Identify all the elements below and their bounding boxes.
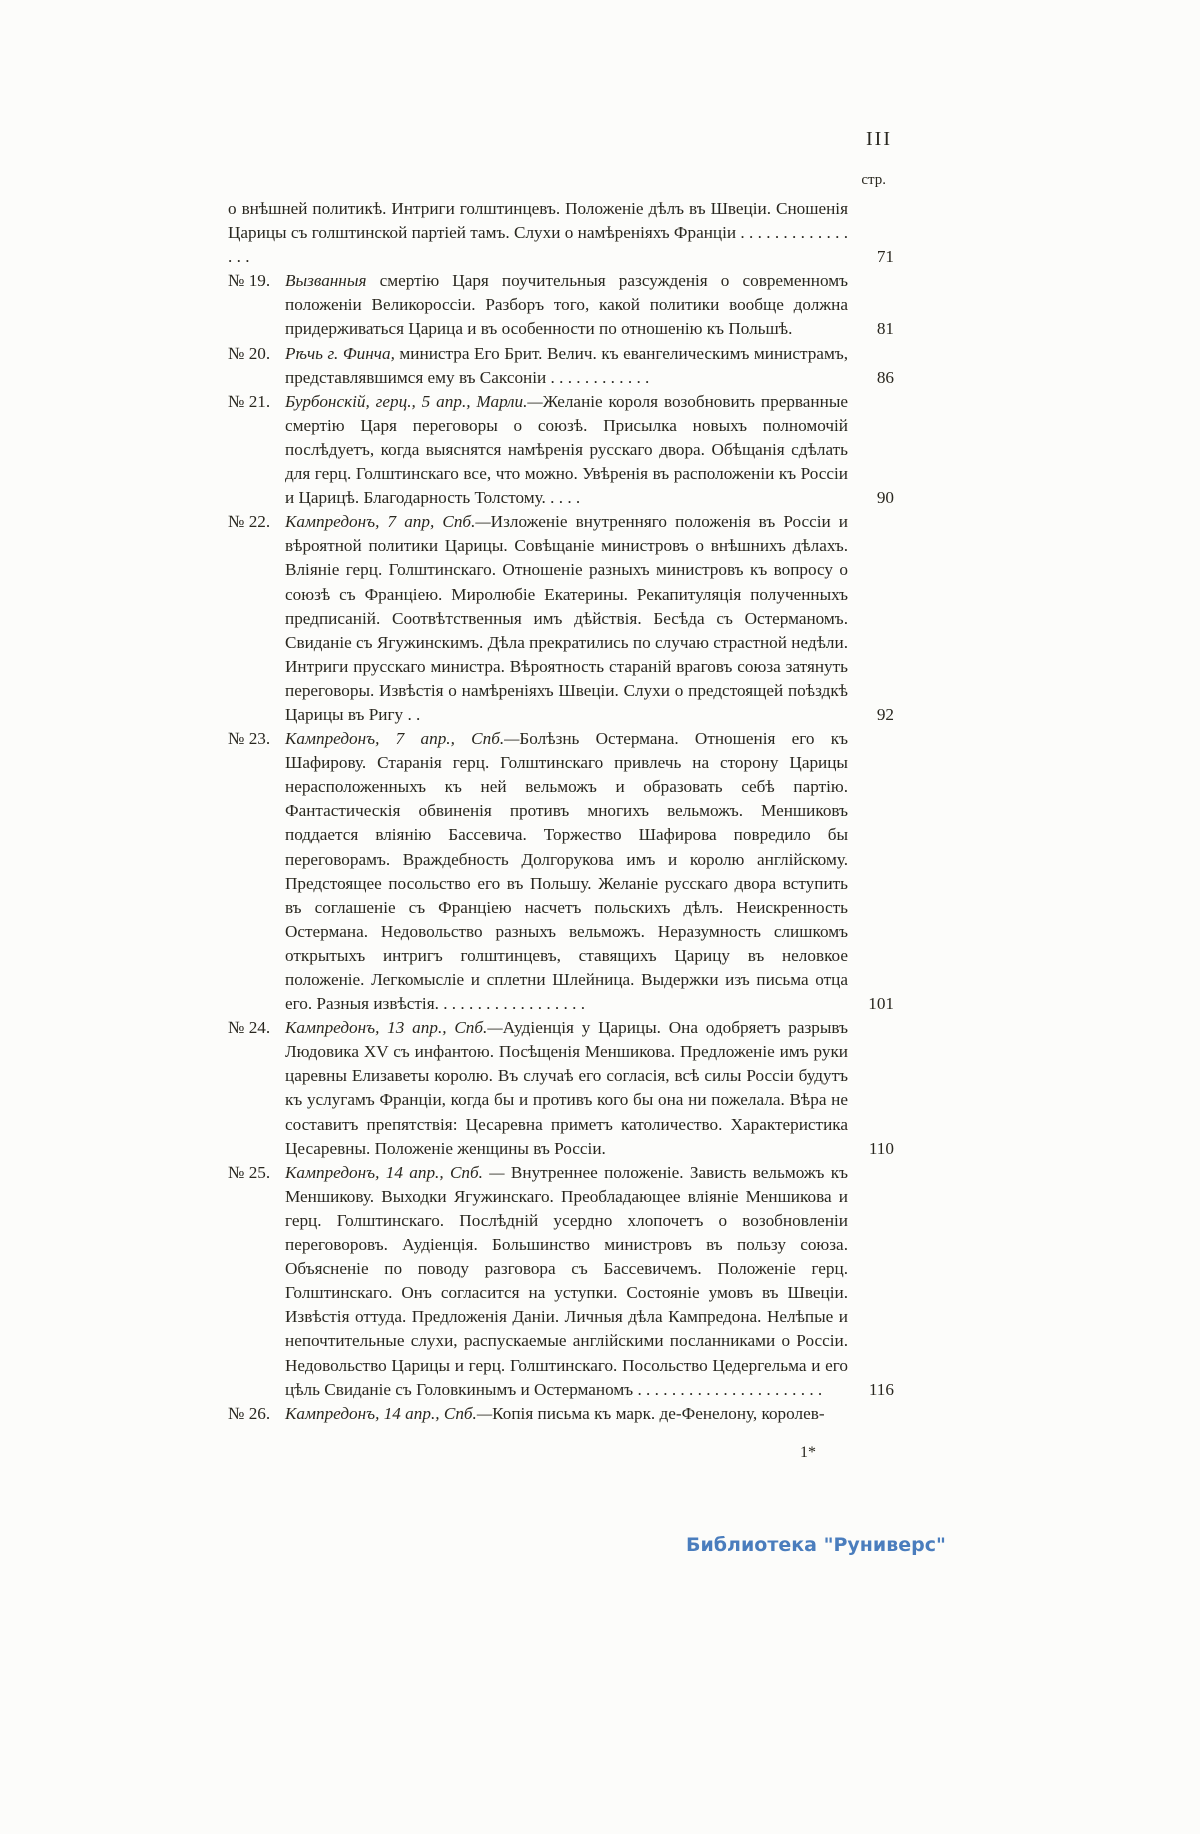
entry-text bbox=[285, 1402, 848, 1426]
entry-title-italic: Рѣчь г. Финча, bbox=[285, 343, 395, 363]
entry-description: смертію Царя поучительныя разсужденія о современномъ положеніи Великороссіи. Разборъ того, какой политики вообще должна придерживаться Царица и въ особенности по отношенію къ Польшѣ. bbox=[285, 271, 848, 339]
entry-number: № 23. bbox=[228, 729, 271, 749]
entry-text bbox=[285, 269, 848, 341]
entry-number: № 25. bbox=[228, 1162, 271, 1182]
entry-title-italic: Кампредонъ, 7 апр, Спб.— bbox=[285, 512, 491, 532]
entry-number: № 20. bbox=[228, 343, 271, 363]
table-of-contents bbox=[228, 197, 894, 1426]
entry-text bbox=[285, 1161, 848, 1402]
entry-text bbox=[285, 727, 848, 1016]
toc-entry bbox=[228, 1161, 894, 1402]
toc-entry bbox=[228, 727, 894, 1016]
entry-description: о внѣшней политикѣ. Интриги голштинцевъ. Положеніе дѣлъ въ Швеціи. Сношенія Царицы съ голштинской партіей тамъ. Слухи о намѣреніяхъ Франціи . . . . . . . . . . . . . . . . bbox=[228, 199, 848, 267]
entry-page-number: 71 bbox=[876, 247, 894, 267]
entry-description: Внутреннее положеніе. Зависть вельможъ къ Меншикову. Выходки Ягужинскаго. Преобладающее вліяніе Меншикова и герц. Голштинскаго. Послѣдній усердно хлопочетъ о возобновленіи переговоровъ. Аудіенція. Большинство министровъ въ пользу союза. Объясненіе по поводу разговора съ Бассевичемъ. Положеніе герц. Голштинскаго. Онъ согласится на уступки. Состояніе умовъ въ Швеціи. Извѣстія оттуда. Предложенія Даніи. Личныя дѣла Кампредона. Нелѣпые и непочтительные слухи, распускаемые англійскими посланниками о Россіи. Недовольство Царицы и герц. Голштинскаго. Посольство Цедергельма и его цѣль Свиданіе съ Головкинымъ и Остерманомъ . . . . . . . . . . . . . . . . . . . . . . bbox=[285, 1162, 848, 1399]
entry-description: Копія письма къ марк. де-Фенелону, королев- bbox=[492, 1403, 825, 1423]
entry-page-number: 101 bbox=[868, 994, 894, 1014]
entry-title-italic: Кампредонъ, 14 апр., Спб. — bbox=[285, 1162, 511, 1182]
toc-entry bbox=[228, 1402, 894, 1426]
entry-page-number: 86 bbox=[876, 367, 894, 387]
entry-number: № 21. bbox=[228, 391, 271, 411]
page-folio-number: III bbox=[866, 128, 892, 150]
toc-entry bbox=[228, 390, 894, 510]
entry-text bbox=[228, 197, 848, 269]
print-signature-mark: 1* bbox=[800, 1444, 816, 1461]
entry-title-italic: Кампредонъ, 7 апр., Спб.— bbox=[285, 729, 520, 749]
entry-description: Изложеніе внутренняго положенія въ Россіи и вѣроятной политики Царицы. Совѣщаніе министровъ о внѣшнихъ дѣлахъ. Вліяніе герц. Голштинскаго. Отношеніе разныхъ министровъ къ вопросу о союзѣ съ Франціею. Миролюбіе Екатерины. Рекапитуляція полученныхъ предписаній. Соотвѣтственныя имъ дѣйствія. Бесѣда съ Остерманомъ. Свиданіе съ Ягужинскимъ. Дѣла прекратились по случаю страстной недѣли. Интриги прусскаго министра. Вѣроятность стараній враговъ союза затянуть переговоры. Извѣстія о намѣреніяхъ Швеціи. Слухи о предстоящей поѣздкѣ Царицы въ Ригу . . bbox=[285, 512, 848, 724]
entry-title-italic: Кампредонъ, 14 апр., Спб.— bbox=[285, 1403, 493, 1423]
entry-number: № 19. bbox=[228, 271, 271, 291]
entry-text bbox=[285, 342, 848, 390]
entry-text bbox=[285, 390, 848, 510]
entry-title-italic: Вызванныя bbox=[285, 271, 367, 291]
entry-page-number: 110 bbox=[868, 1138, 894, 1158]
entry-page-number: 92 bbox=[876, 704, 894, 724]
entry-number: № 22. bbox=[228, 512, 271, 532]
entry-description: министра Его Брит. Велич. къ евангелическимъ министрамъ, представлявшимся ему въ Саксоніи . . . . . . . . . . . . bbox=[285, 343, 849, 387]
entry-description: Болѣзнь Остермана. Отношенія его къ Шафирову. Старанія герц. Голштинскаго привлечь на сторону Царицы нерасположенныхъ къ ней вельможъ и образовать себѣ партію. Фантастическія обвиненія противъ многихъ вельможъ. Меншиковъ поддается вліянію Бассевича. Торжество Шафирова повредило бы переговорамъ. Враждебность Долгорукова имъ и королю англійскому. Предстоящее посольство его въ Польшу. Желаніе русскаго двора вступить въ соглашеніе съ Франціею насчетъ польскихъ дѣлъ. Неискренность Остермана. Недовольство разныхъ вельможъ. Неразумность слишкомъ открытыхъ интригъ голштинцевъ, ставящихъ Царицу въ неловкое положеніе. Легкомысліе и сплетни Шлейница. Выдержки изъ письма отца его. Разныя извѣстія. . . . . . . . . . . . . . . . . . bbox=[285, 729, 848, 1014]
entry-number: № 24. bbox=[228, 1018, 271, 1038]
toc-entry bbox=[228, 197, 894, 269]
entry-page-number: 116 bbox=[868, 1379, 894, 1399]
entry-description: Аудіенція у Царицы. Она одобряетъ разрывъ Людовика XV съ инфантою. Посѣщенія Меншикова. Предложеніе имъ руки царевны Елизаветы королю. Въ случаѣ его согласія, всѣ силы Россіи будутъ къ услугамъ Франціи, когда бы и противъ кого бы она ни пожелала. Вѣра не составитъ препятствія: Цесаревна приметъ католичество. Характеристика Цесаревны. Положеніе женщины въ Россіи. bbox=[285, 1018, 848, 1158]
entry-number: № 26. bbox=[228, 1403, 271, 1423]
toc-entry bbox=[228, 269, 894, 341]
entry-page-number: 81 bbox=[876, 319, 894, 339]
entry-description: Желаніе короля возобновить прерванные смертію Царя переговоры о союзѣ. Присылка новыхъ полномочій послѣдуетъ, когда выяснятся намѣренія русскаго двора. Обѣщанія сдѣлать для герц. Голштинскаго все, что можно. Увѣренія въ расположеніи къ Россіи и Царицѣ. Благодарность Толстому. . . . . bbox=[285, 391, 849, 508]
toc-entry bbox=[228, 510, 894, 727]
entry-text bbox=[285, 1016, 848, 1161]
page-column-header: стр. bbox=[861, 172, 886, 188]
entry-page-number: 90 bbox=[876, 488, 894, 508]
toc-entry bbox=[228, 342, 894, 390]
entry-text bbox=[285, 510, 848, 727]
entry-title-italic: Бурбонскій, герц., 5 апр., Марли.— bbox=[285, 391, 543, 411]
toc-entry bbox=[228, 1016, 894, 1161]
entry-title-italic: Кампредонъ, 13 апр., Спб.— bbox=[285, 1018, 503, 1038]
library-watermark: Библиотека "Руниверс" bbox=[686, 1534, 946, 1556]
